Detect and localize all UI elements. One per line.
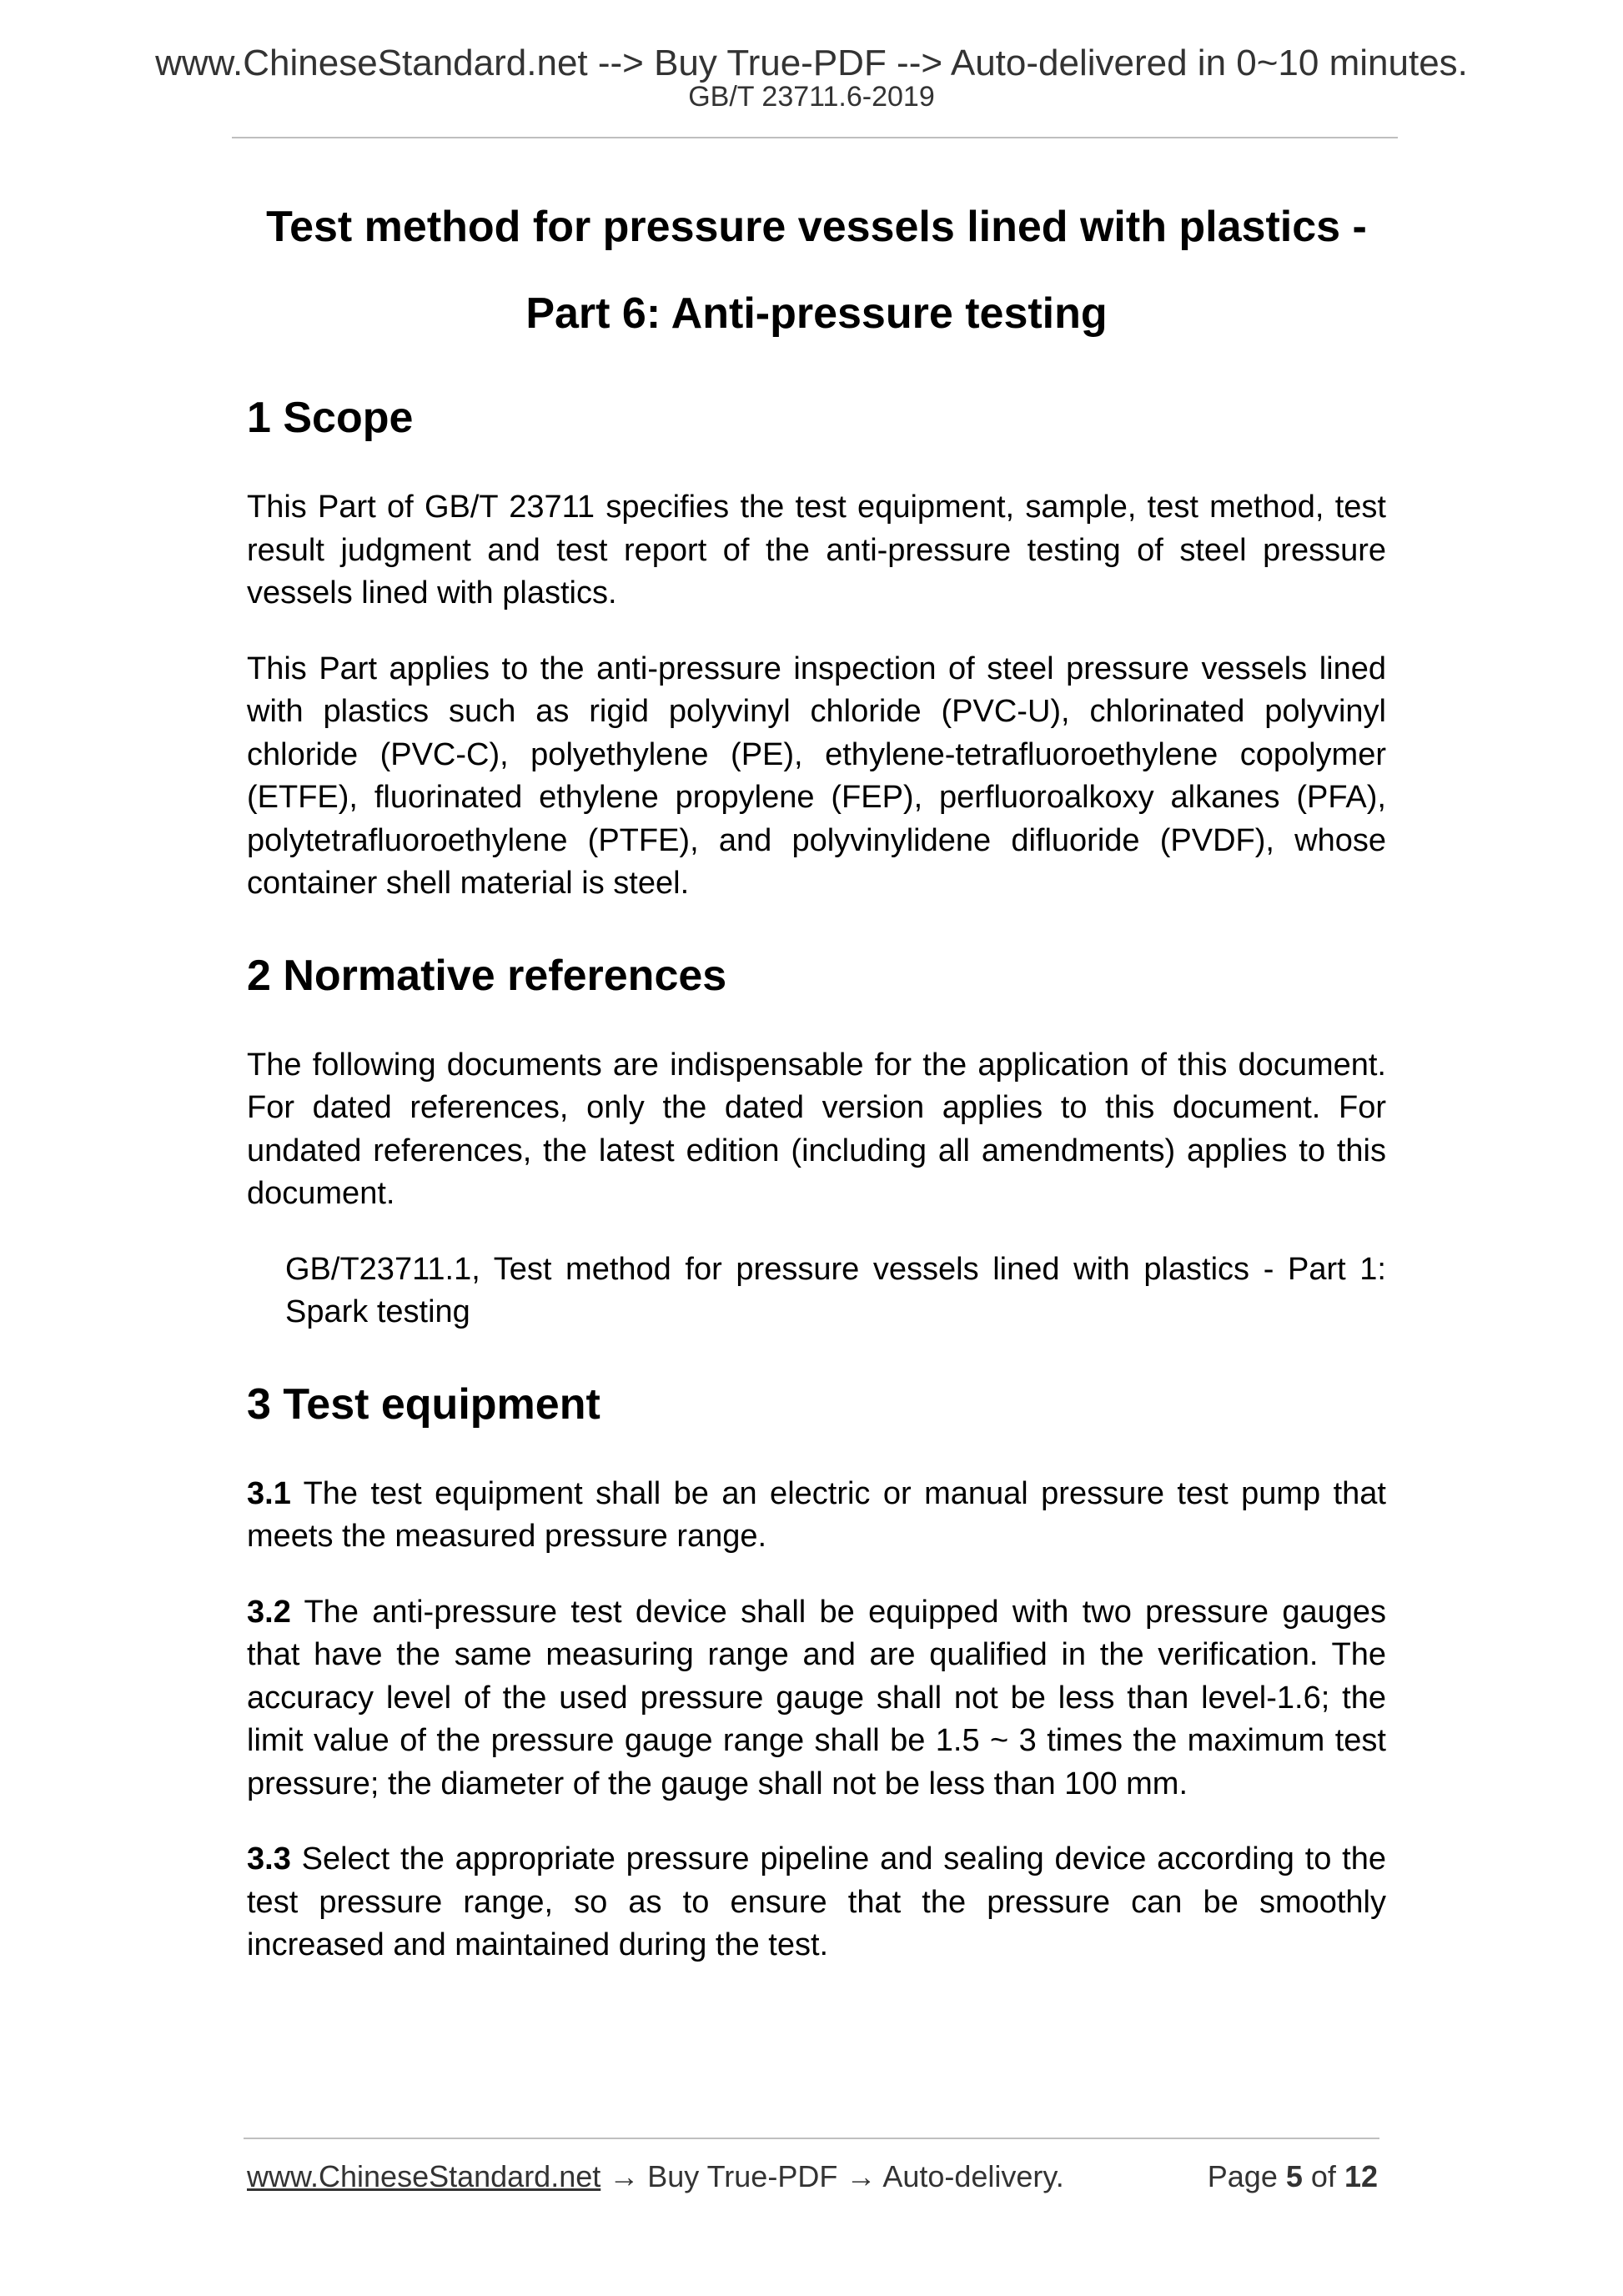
document-title [247, 183, 1386, 357]
current-page: 5 [1285, 2159, 1303, 2193]
document-title-line-1: Test method for pressure vessels lined with plastics - [266, 203, 1367, 251]
scope-paragraph-2: This Part applies to the anti-pressure inspection of steel pressure vessels lined with plastics such as rigid polyvinyl chloride (PVC-U), chlorinated polyvinyl chloride (PVC-C), polyethylene (PE), ethylene-tetrafluoroethylene copolymer (ETFE), fluorinated ethylene propylene (FEP), perfluoroalkoxy alkanes (PFA), polytetrafluoroethylene (PTFE), and polyvinylidene difluoride (PVDF), whose container shell material is steel. [247, 651, 1386, 901]
clause-number: 3.3 [247, 1841, 291, 1876]
clause-text: The test equipment shall be an electric or manual pressure test pump that meets the measured pressure range. [247, 1475, 1386, 1554]
document-body [247, 183, 1386, 1967]
page-number: Page 5 of 12 [1207, 2159, 1378, 2193]
clause-text: Select the appropriate pressure pipeline and sealing device according to the test pressure range, so as to ensure that the pressure can be smoothly increased and maintained during the test. [247, 1841, 1387, 1962]
total-pages: 12 [1344, 2159, 1378, 2193]
scope-paragraph-1: This Part of GB/T 23711 specifies the test equipment, sample, test method, test result judgment and test report of the anti-pressure testing of steel pressure vessels lined with plastics. [247, 490, 1386, 610]
normative-reference-item: GB/T23711.1, Test method for pressure vessels lined with plastics - Part 1: Spark testing [285, 1251, 1386, 1329]
section-heading-test-equipment: 3 Test equipment [247, 1379, 600, 1429]
footer-tagline: → Buy True-PDF → Auto-delivery. [600, 2159, 1064, 2193]
footer-divider [244, 2138, 1379, 2139]
section-heading-normative-references: 2 Normative references [247, 951, 727, 1000]
clause-number: 3.1 [247, 1475, 291, 1511]
top-banner: www.ChineseStandard.net --> Buy True-PDF --> Auto-delivered in 0~10 minutes. [155, 43, 1468, 83]
clause-3-2 [247, 1591, 1386, 1806]
header-divider [232, 137, 1398, 138]
clause-number: 3.2 [247, 1594, 291, 1630]
clause-text: The anti-pressure test device shall be equipped with two pressure gauges that have the same measuring range and are qualified in the verification. The accuracy level of the used pressure gauge shall not be less than level-1.6; the limit value of the pressure gauge range shall be 1.5 ~ 3 times the maximum test pressure; the diameter of the gauge shall not be less than 100 mm. [247, 1594, 1387, 1801]
normative-references-paragraph: The following documents are indispensable for the application of this document. For dated references, only the dated version applies to this document. For undated references, the latest edition (including all amendments) applies to this document. [247, 1047, 1386, 1211]
footer-promo [247, 2158, 1064, 2194]
clause-3-1 [247, 1473, 1386, 1559]
section-heading-scope: 1 Scope [247, 394, 414, 442]
document-title-line-2: Part 6: Anti-pressure testing [525, 289, 1108, 338]
clause-3-3 [247, 1838, 1386, 1967]
footer-website-link[interactable]: www.ChineseStandard.net [247, 2159, 601, 2193]
document-code: GB/T 23711.6-2019 [688, 81, 935, 113]
